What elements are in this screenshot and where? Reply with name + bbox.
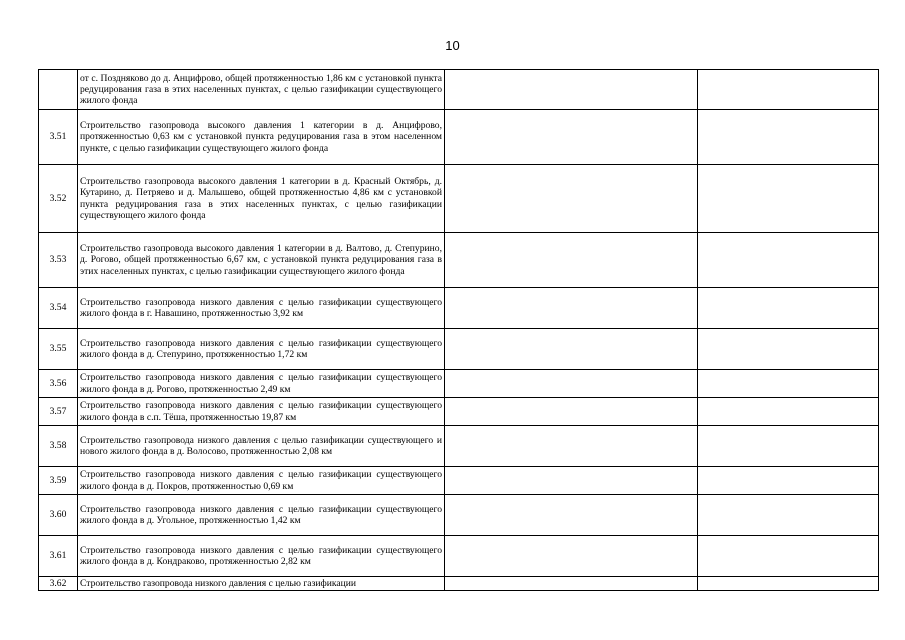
row-number: 3.56 (39, 370, 78, 398)
row-number: 3.51 (39, 110, 78, 165)
row-number: 3.55 (39, 329, 78, 370)
row-description (78, 233, 445, 288)
row-description (78, 536, 445, 577)
empty-cell (698, 426, 879, 467)
row-description-text: Строительство газопровода низкого давления с целью газификации существующего жилого фонда в д. Рогово, протяженностью 2,49 км (80, 372, 442, 395)
row-number: 3.53 (39, 233, 78, 288)
table-row (39, 329, 879, 370)
row-description-text: Строительство газопровода низкого давления с целью газификации существующего жилого фонда в д. Угольное, протяженностью 1,42 км (80, 503, 442, 526)
row-number: 3.58 (39, 426, 78, 467)
empty-cell (445, 495, 698, 536)
row-description-text: от с. Поздняково до д. Анцифрово, общей протяженностью 1,86 км с установкой пункта редуцирования газа в этих населенных пунктах, с целью газификации существующего жилого фонда (80, 72, 442, 107)
empty-cell (698, 70, 879, 110)
row-description (78, 110, 445, 165)
empty-cell (698, 288, 879, 329)
row-description-text: Строительство газопровода низкого давления с целью газификации существующего жилого фонда в г. Навашино, протяженностью 3,92 км (80, 296, 442, 319)
empty-cell (698, 577, 879, 591)
empty-cell (698, 536, 879, 577)
row-description (78, 70, 445, 110)
row-description (78, 495, 445, 536)
empty-cell (698, 495, 879, 536)
row-description-text: Строительство газопровода низкого давления с целью газификации существующего жилого фонда в д. Степурино, протяженностью 1,72 км (80, 337, 442, 360)
page-number: 10 (445, 38, 460, 53)
row-description (78, 398, 445, 426)
empty-cell (445, 233, 698, 288)
row-description (78, 329, 445, 370)
row-number: 3.59 (39, 467, 78, 495)
row-description (78, 577, 445, 591)
table-row (39, 577, 879, 591)
row-description-text: Строительство газопровода высокого давления 1 категории в д. Красный Октябрь, д. Кутарино, д. Петряево и д. Малышево, общей протяженностью 4,86 км с установкой пункта редуцирования газа в этих населенных пунктах, с целью газификации существующего жилого фонда (80, 176, 442, 221)
empty-cell (445, 329, 698, 370)
table-row (39, 467, 879, 495)
row-description (78, 165, 445, 233)
empty-cell (445, 577, 698, 591)
table-row (39, 370, 879, 398)
empty-cell (445, 536, 698, 577)
row-description (78, 288, 445, 329)
table-row (39, 233, 879, 288)
empty-cell (445, 426, 698, 467)
empty-cell (445, 398, 698, 426)
row-description-text: Строительство газопровода низкого давления с целью газификации существующего и нового жилого фонда в д. Волосово, протяженностью 2,08 км (80, 434, 442, 457)
table-row (39, 495, 879, 536)
table-row (39, 110, 879, 165)
empty-cell (698, 233, 879, 288)
empty-cell (698, 329, 879, 370)
empty-cell (445, 288, 698, 329)
row-number: 3.61 (39, 536, 78, 577)
empty-cell (698, 398, 879, 426)
table-row (39, 165, 879, 233)
row-number: 3.52 (39, 165, 78, 233)
row-description-text: Строительство газопровода низкого давления с целью газификации существующего жилого фонда в д. Кондраково, протяженностью 2,82 км (80, 544, 442, 567)
row-number: 3.62 (39, 577, 78, 591)
row-number: 3.54 (39, 288, 78, 329)
row-description-text: Строительство газопровода низкого давления с целью газификации (80, 577, 357, 589)
empty-cell (445, 370, 698, 398)
empty-cell (698, 110, 879, 165)
empty-cell (445, 165, 698, 233)
table-row (39, 288, 879, 329)
document-table (38, 69, 879, 591)
row-description-text: Строительство газопровода высокого давления 1 категории в д. Валтово, д. Степурино, д. Рогово, общей протяженностью 6,67 км, с установкой пункта редуцирования газа в этих населенных пунктах, с целью газификации существующего жилого фонда (80, 243, 442, 277)
row-description-text: Строительство газопровода низкого давления с целью газификации существующего жилого фонда в с.п. Тёша, протяженностью 19,87 км (80, 400, 442, 423)
table-row (39, 70, 879, 110)
row-description (78, 467, 445, 495)
row-number (39, 70, 78, 110)
row-number: 3.60 (39, 495, 78, 536)
row-description-text: Строительство газопровода высокого давления 1 категории в д. Анцифрово, протяженностью 0,63 км с установкой пункта редуцирования газа в этом населенном пункте, с целью газификации существующего жилого фонда (80, 120, 442, 154)
empty-cell (445, 70, 698, 110)
table-row (39, 426, 879, 467)
empty-cell (698, 370, 879, 398)
row-description (78, 370, 445, 398)
empty-cell (445, 110, 698, 165)
table-row (39, 398, 879, 426)
empty-cell (698, 467, 879, 495)
row-number: 3.57 (39, 398, 78, 426)
row-description (78, 426, 445, 467)
table-row (39, 536, 879, 577)
empty-cell (698, 165, 879, 233)
empty-cell (445, 467, 698, 495)
row-description-text: Строительство газопровода низкого давления с целью газификации существующего жилого фонда в д. Покров, протяженностью 0,69 км (80, 469, 442, 492)
